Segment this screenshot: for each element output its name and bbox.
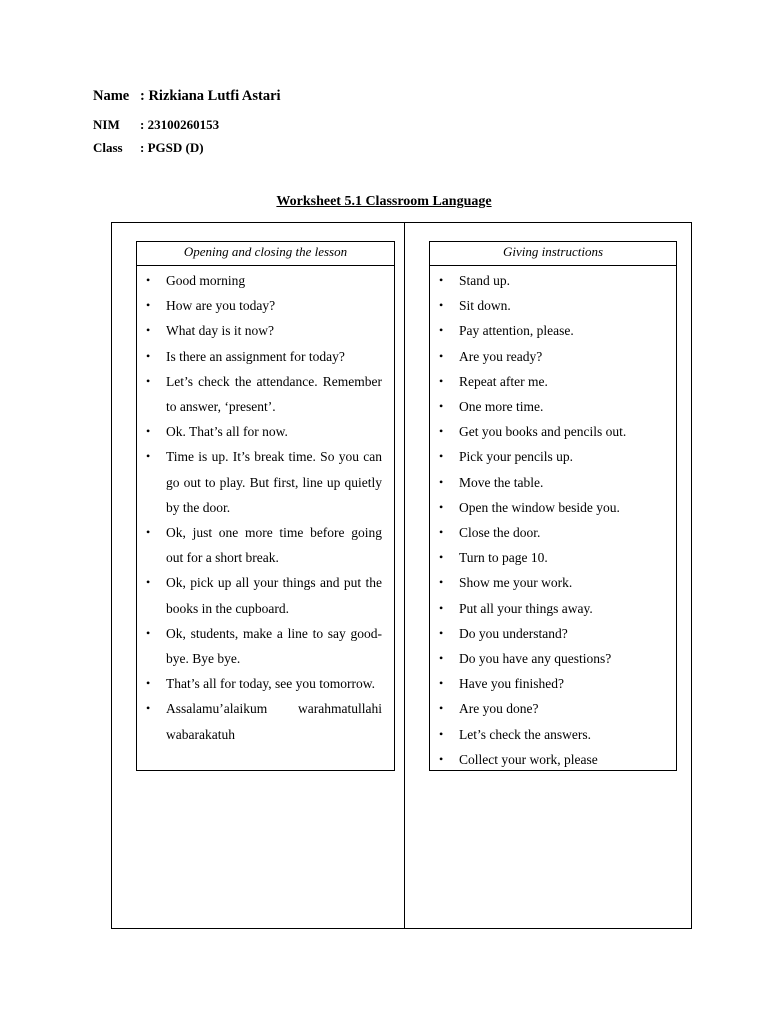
instruction-item [430, 570, 664, 595]
name-value: : Rizkiana Lutfi Astari [140, 88, 281, 104]
instructions-heading: Giving instructions [430, 242, 676, 266]
opening-closing-box [136, 241, 395, 771]
bullet-icon: • [146, 449, 151, 464]
instruction-item [430, 596, 664, 621]
bullet-icon: • [146, 298, 151, 313]
opening-closing-item [137, 268, 382, 293]
instruction-item-text: Are you done? [459, 701, 539, 717]
opening-closing-item-text: Is there an assignment for today? [166, 348, 345, 364]
opening-closing-item [137, 344, 382, 369]
bullet-icon: • [439, 474, 444, 489]
opening-closing-item-text: Good morning [166, 273, 246, 288]
bullet-icon: • [439, 449, 444, 464]
instruction-item [430, 722, 664, 747]
class-value: : PGSD (D) [140, 140, 204, 155]
instruction-item-text: Are you ready? [459, 348, 543, 364]
opening-closing-list [137, 266, 394, 747]
instruction-item [430, 545, 664, 570]
opening-closing-item [137, 293, 382, 318]
opening-closing-item [137, 369, 382, 419]
opening-closing-item [137, 520, 382, 570]
bullet-icon: • [146, 525, 151, 540]
opening-closing-item [137, 621, 382, 671]
instruction-item [430, 671, 664, 696]
opening-closing-item-text: What day is it now? [166, 323, 274, 339]
instructions-box [429, 241, 677, 771]
bullet-icon: • [146, 273, 151, 287]
instruction-item-text: Open the window beside you. [459, 499, 620, 515]
name-label: Name [93, 88, 130, 104]
nim-label: NIM [93, 117, 120, 132]
bullet-icon: • [439, 525, 444, 540]
bullet-icon: • [439, 676, 444, 691]
instruction-item [430, 318, 664, 343]
instruction-item-text: Stand up. [459, 273, 511, 288]
instruction-item [430, 369, 664, 394]
instruction-item-text: Put all your things away. [459, 600, 593, 616]
bullet-icon: • [146, 373, 151, 388]
instruction-item [430, 293, 664, 318]
bullet-icon: • [439, 348, 444, 363]
bullet-icon: • [439, 424, 444, 439]
bullet-icon: • [439, 323, 444, 338]
instruction-item-text: Do you have any questions? [459, 651, 612, 667]
bullet-icon: • [146, 323, 151, 338]
opening-closing-item [137, 419, 382, 444]
instruction-item [430, 444, 664, 469]
bullet-icon: • [146, 348, 151, 363]
instruction-item-text: Let’s check the answers. [459, 726, 591, 742]
bullet-icon: • [439, 298, 444, 313]
instruction-item [430, 394, 664, 419]
bullet-icon: • [146, 676, 151, 691]
bullet-icon: • [439, 625, 444, 640]
column-divider [404, 222, 405, 929]
instruction-item [430, 696, 664, 721]
instruction-item-text: Show me your work. [459, 575, 573, 591]
opening-closing-item-text: Ok, just one more time before going out for a short break. [166, 525, 382, 566]
opening-closing-item-text: Assalamu’alaikum warahmatullahi wabarakatuh [166, 701, 382, 742]
class-label: Class [93, 140, 123, 155]
instruction-item [430, 621, 664, 646]
instruction-item-text: One more time. [459, 399, 544, 415]
bullet-icon: • [439, 550, 444, 565]
worksheet-title: Worksheet 5.1 Classroom Language [276, 194, 492, 209]
opening-closing-item-text: That’s all for today, see you tomorrow. [166, 676, 375, 692]
instruction-item [430, 419, 664, 444]
opening-closing-heading: Opening and closing the lesson [137, 242, 394, 266]
bullet-icon: • [439, 751, 444, 766]
opening-closing-item-text: Ok, pick up all your things and put the books in the cupboard. [166, 575, 382, 616]
opening-closing-item-text: How are you today? [166, 298, 276, 314]
opening-closing-item-text: Ok, students, make a line to say good-bye. Bye bye. [166, 625, 382, 667]
instruction-item-text: Get you books and pencils out. [459, 424, 627, 440]
instruction-item [430, 747, 664, 772]
opening-closing-item-text: Time is up. It’s break time. So you can go out to play. But first, line up quietly by the door. [166, 449, 382, 515]
bullet-icon: • [439, 499, 444, 514]
instruction-item-text: Do you understand? [459, 625, 568, 641]
instruction-item [430, 495, 664, 520]
opening-closing-item [137, 671, 382, 696]
instruction-item [430, 470, 664, 495]
opening-closing-item [137, 696, 382, 746]
bullet-icon: • [146, 701, 151, 716]
bullet-icon: • [146, 625, 151, 640]
nim-value: : 23100260153 [140, 117, 220, 132]
opening-closing-item-text: Ok. That’s all for now. [166, 424, 288, 440]
instruction-item-text: Pay attention, please. [459, 323, 574, 339]
instruction-item-text: Turn to page 10. [459, 550, 548, 566]
instruction-item [430, 646, 664, 671]
bullet-icon: • [439, 651, 444, 666]
instruction-item [430, 268, 664, 293]
instruction-item-text: Repeat after me. [459, 373, 548, 389]
bullet-icon: • [439, 373, 444, 388]
instruction-item-text: Pick your pencils up. [459, 449, 573, 465]
opening-closing-item [137, 444, 382, 520]
instructions-list [430, 266, 676, 772]
opening-closing-item [137, 318, 382, 343]
instruction-item-text: Have you finished? [459, 676, 564, 692]
bullet-icon: • [439, 273, 444, 287]
instruction-item-text: Collect your work, please [459, 751, 598, 767]
bullet-icon: • [439, 575, 444, 590]
opening-closing-item [137, 570, 382, 620]
instruction-item-text: Sit down. [459, 298, 511, 314]
instruction-item-text: Move the table. [459, 474, 544, 490]
bullet-icon: • [439, 726, 444, 741]
bullet-icon: • [439, 600, 444, 615]
opening-closing-item-text: Let’s check the attendance. Remember to answer, ‘present’. [166, 373, 382, 415]
instruction-item [430, 520, 664, 545]
bullet-icon: • [439, 399, 444, 414]
instruction-item-text: Close the door. [459, 525, 541, 541]
bullet-icon: • [146, 575, 151, 590]
bullet-icon: • [439, 701, 444, 716]
bullet-icon: • [146, 424, 151, 439]
instruction-item [430, 344, 664, 369]
